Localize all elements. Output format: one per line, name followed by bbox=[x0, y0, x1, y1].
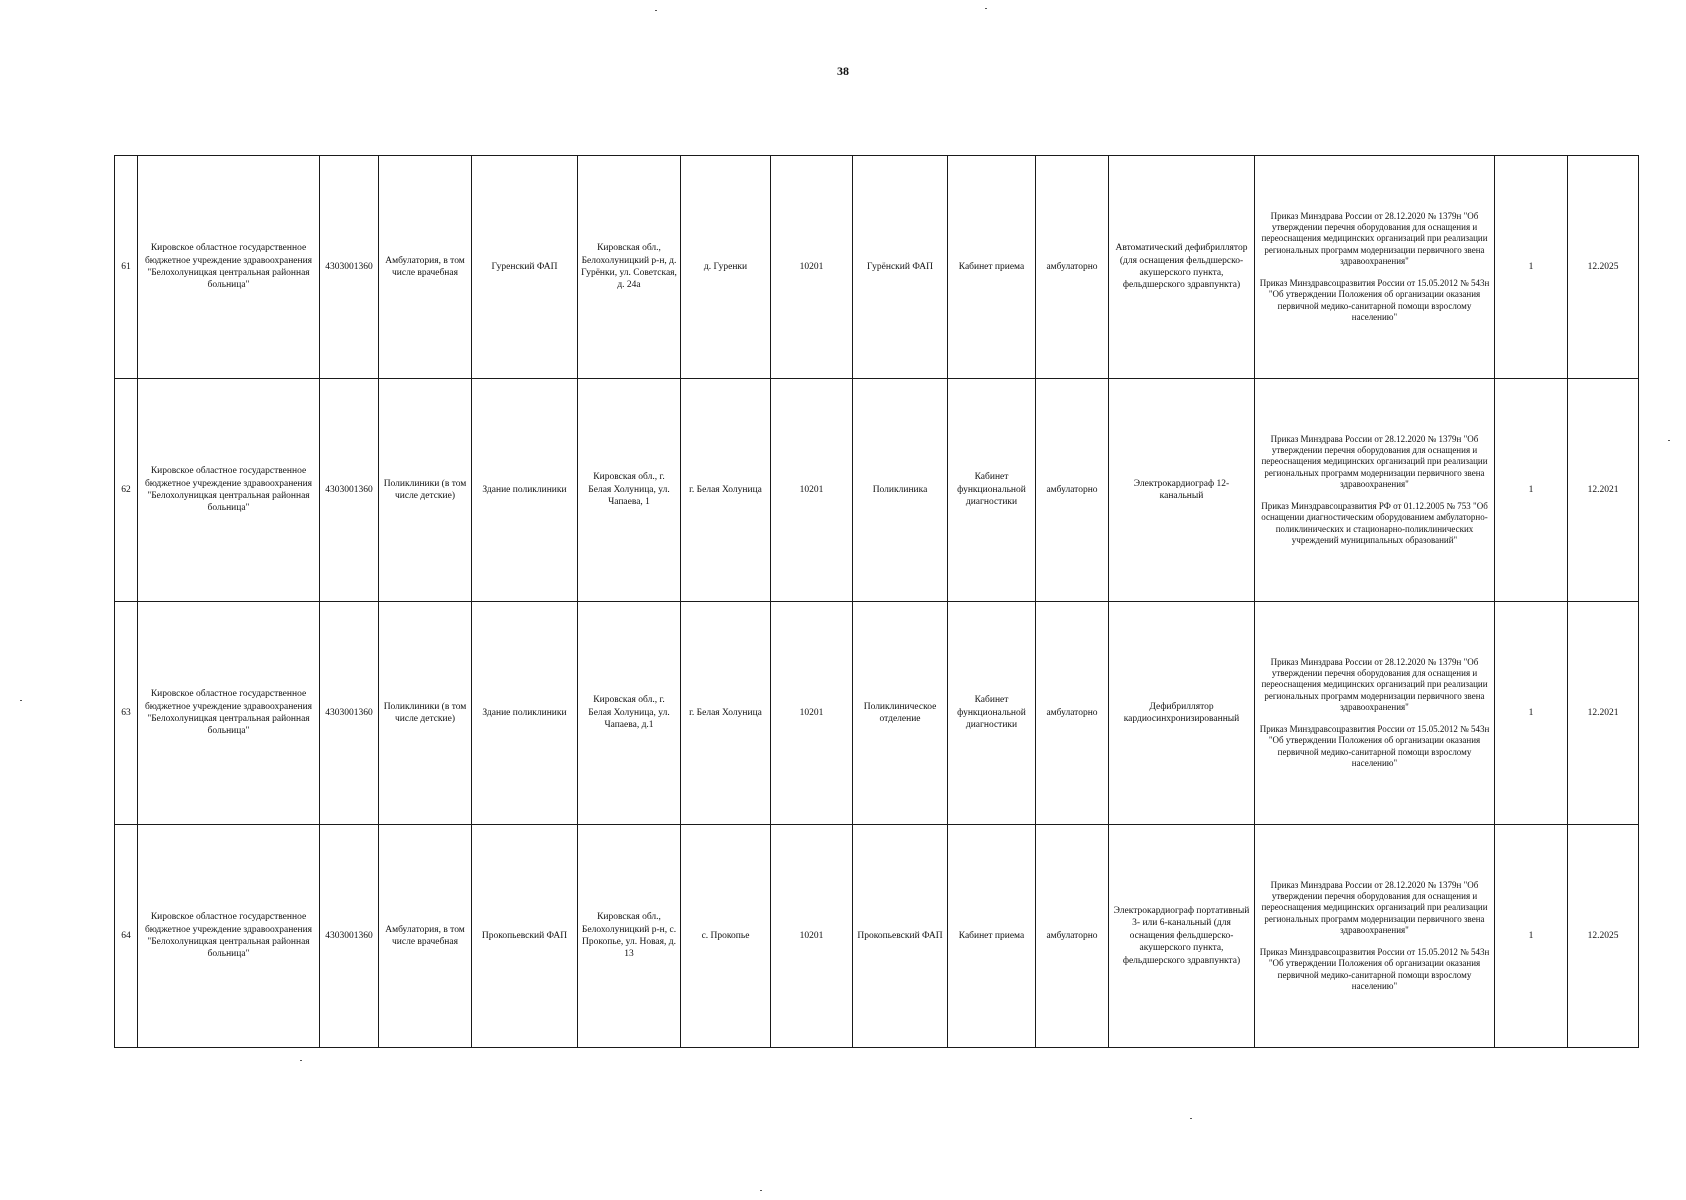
scan-speck bbox=[985, 8, 987, 9]
room: Кабинет функциональной диагностики bbox=[948, 379, 1036, 602]
building-name: Гуренский ФАП bbox=[472, 156, 578, 379]
legal-basis bbox=[1255, 379, 1495, 602]
scan-speck bbox=[1668, 440, 1670, 441]
quantity: 1 bbox=[1495, 156, 1568, 379]
scan-speck bbox=[760, 1190, 762, 1191]
facility-type: Амбулатория, в том числе врачебная bbox=[379, 156, 472, 379]
code: 10201 bbox=[771, 156, 853, 379]
equipment-name: Автоматический дефибриллятор (для оснащения фельдшерско-акушерского пункта, фельдшерского здравпункта) bbox=[1109, 156, 1255, 379]
address: Кировская обл., г. Белая Холуница, ул. Чапаева, 1 bbox=[578, 379, 681, 602]
address: Кировская обл., Белохолуницкий р-н, д. Гурёнки, ул. Советская, д. 24а bbox=[578, 156, 681, 379]
care-type: амбулаторно bbox=[1036, 156, 1109, 379]
address: Кировская обл., г. Белая Холуница, ул. Чапаева, д.1 bbox=[578, 602, 681, 825]
room: Кабинет приема bbox=[948, 825, 1036, 1048]
care-type: амбулаторно bbox=[1036, 379, 1109, 602]
facility-type: Поликлиники (в том числе детские) bbox=[379, 379, 472, 602]
organization-name: Кировское областное государственное бюджетное учреждение здравоохранения "Белохолуницкая центральная районная больница" bbox=[138, 825, 320, 1048]
care-type: амбулаторно bbox=[1036, 825, 1109, 1048]
room: Кабинет приема bbox=[948, 156, 1036, 379]
row-number: 62 bbox=[115, 379, 138, 602]
code: 10201 bbox=[771, 602, 853, 825]
facility-type: Поликлиники (в том числе детские) bbox=[379, 602, 472, 825]
quantity: 1 bbox=[1495, 602, 1568, 825]
table-row bbox=[115, 379, 1639, 602]
equipment-name: Электрокардиограф портативный 3- или 6-канальный (для оснащения фельдшерско-акушерского пункта, фельдшерского здравпункта) bbox=[1109, 825, 1255, 1048]
unit-name: Поликлиника bbox=[853, 379, 948, 602]
organization-name: Кировское областное государственное бюджетное учреждение здравоохранения "Белохолуницкая центральная районная больница" bbox=[138, 156, 320, 379]
equipment-table bbox=[114, 155, 1639, 1048]
organization-name: Кировское областное государственное бюджетное учреждение здравоохранения "Белохолуницкая центральная районная больница" bbox=[138, 602, 320, 825]
order-text: Приказ Минздравсоцразвития России от 15.05.2012 № 543н "Об утверждении Положения об организации оказания первичной медико-санитарной помощи взрослому населению" bbox=[1259, 947, 1490, 991]
organization-name: Кировское областное государственное бюджетное учреждение здравоохранения "Белохолуницкая центральная районная больница" bbox=[138, 379, 320, 602]
scan-speck bbox=[1190, 1118, 1192, 1119]
legal-basis bbox=[1255, 156, 1495, 379]
inn: 4303001360 bbox=[320, 602, 379, 825]
table-row bbox=[115, 825, 1639, 1048]
table-row bbox=[115, 156, 1639, 379]
scan-speck bbox=[300, 1060, 302, 1061]
equipment-name: Дефибриллятор кардиосинхронизированный bbox=[1109, 602, 1255, 825]
building-name: Здание поликлиники bbox=[472, 379, 578, 602]
inn: 4303001360 bbox=[320, 825, 379, 1048]
page-number: 38 bbox=[837, 64, 849, 78]
settlement: г. Белая Холуница bbox=[681, 602, 771, 825]
address: Кировская обл., Белохолуницкий р-н, с. Прокопье, ул. Новая, д. 13 bbox=[578, 825, 681, 1048]
table-row bbox=[115, 602, 1639, 825]
order-text: Приказ Минздравсоцразвития РФ от 01.12.2005 № 753 "Об оснащении диагностическим оборудованием амбулаторно-поликлинических и стационарно-поликлинических учреждений муниципальных образований" bbox=[1261, 501, 1488, 545]
equipment-name: Электрокардиограф 12-канальный bbox=[1109, 379, 1255, 602]
scan-speck bbox=[655, 10, 657, 11]
scan-speck bbox=[20, 700, 22, 701]
building-name: Здание поликлиники bbox=[472, 602, 578, 825]
order-text: Приказ Минздравсоцразвития России от 15.05.2012 № 543н "Об утверждении Положения об организации оказания первичной медико-санитарной помощи взрослому населению" bbox=[1259, 724, 1490, 768]
unit-name: Поликлиническое отделение bbox=[853, 602, 948, 825]
settlement: д. Гуренки bbox=[681, 156, 771, 379]
quantity: 1 bbox=[1495, 379, 1568, 602]
care-type: амбулаторно bbox=[1036, 602, 1109, 825]
row-number: 61 bbox=[115, 156, 138, 379]
settlement: с. Прокопье bbox=[681, 825, 771, 1048]
code: 10201 bbox=[771, 825, 853, 1048]
legal-basis bbox=[1255, 825, 1495, 1048]
inn: 4303001360 bbox=[320, 156, 379, 379]
legal-basis bbox=[1255, 602, 1495, 825]
unit-name: Гурёнский ФАП bbox=[853, 156, 948, 379]
building-name: Прокопьевский ФАП bbox=[472, 825, 578, 1048]
delivery-date: 12.2021 bbox=[1568, 602, 1639, 825]
facility-type: Амбулатория, в том числе врачебная bbox=[379, 825, 472, 1048]
order-text: Приказ Минздрава России от 28.12.2020 № 1379н "Об утверждении перечня оборудования для оснащения и переоснащения медицинских организаций при реализации региональных программ модернизации первичного звена здравоохранения" bbox=[1261, 656, 1488, 712]
order-text: Приказ Минздрава России от 28.12.2020 № 1379н "Об утверждении перечня оборудования для оснащения и переоснащения медицинских организаций при реализации региональных программ модернизации первичного звена здравоохранения" bbox=[1261, 433, 1488, 489]
order-text: Приказ Минздрава России от 28.12.2020 № 1379н "Об утверждении перечня оборудования для оснащения и переоснащения медицинских организаций при реализации региональных программ модернизации первичного звена здравоохранения" bbox=[1261, 210, 1488, 266]
inn: 4303001360 bbox=[320, 379, 379, 602]
room: Кабинет функциональной диагностики bbox=[948, 602, 1036, 825]
settlement: г. Белая Холуница bbox=[681, 379, 771, 602]
row-number: 64 bbox=[115, 825, 138, 1048]
row-number: 63 bbox=[115, 602, 138, 825]
delivery-date: 12.2021 bbox=[1568, 379, 1639, 602]
unit-name: Прокопьевский ФАП bbox=[853, 825, 948, 1048]
delivery-date: 12.2025 bbox=[1568, 156, 1639, 379]
code: 10201 bbox=[771, 379, 853, 602]
order-text: Приказ Минздрава России от 28.12.2020 № 1379н "Об утверждении перечня оборудования для оснащения и переоснащения медицинских организаций при реализации региональных программ модернизации первичного звена здравоохранения" bbox=[1261, 879, 1488, 935]
delivery-date: 12.2025 bbox=[1568, 825, 1639, 1048]
order-text: Приказ Минздравсоцразвития России от 15.05.2012 № 543н "Об утверждении Положения об организации оказания первичной медико-санитарной помощи взрослому населению" bbox=[1259, 278, 1490, 322]
quantity: 1 bbox=[1495, 825, 1568, 1048]
